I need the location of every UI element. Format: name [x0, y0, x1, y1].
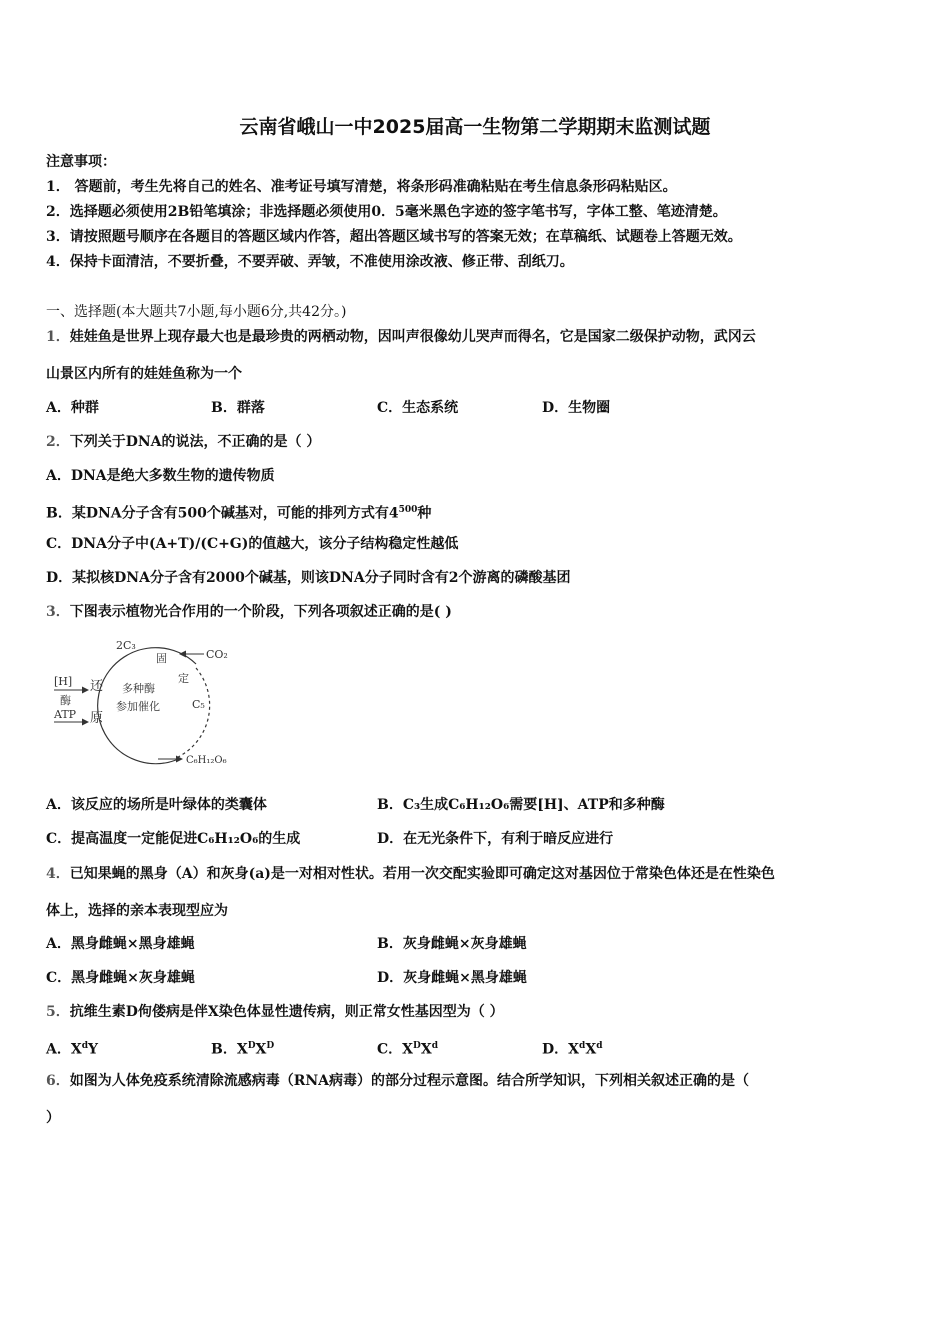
label-gu: 固	[156, 652, 167, 665]
label-co2: CO₂	[206, 648, 228, 661]
notice-item: 4．保持卡面清洁，不要折叠，不要弄破、弄皱，不准使用涂改液、修正带、刮纸刀。	[46, 254, 574, 270]
question-number: 3．	[46, 604, 70, 620]
q2-option-d: D．某拟核DNA分子含有2000个碱基，则该DNA分子同时含有2个游离的磷酸基团	[46, 570, 571, 586]
q5-option-d: D．$X^dX^d$	[542, 1041, 603, 1058]
question-4-text: 4．已知果蝇的黑身（A）和灰身(a)是一对相对性状。若用一次交配实验即可确定这对基因位于常染色体还是在性染色	[46, 866, 775, 882]
q4-option-d: D．灰身雌蝇×黑身雄蝇	[377, 970, 527, 986]
q2-option-a: A．DNA是绝大多数生物的遗传物质	[46, 468, 275, 484]
q5-option-a: A．$X^dY$	[46, 1041, 99, 1058]
q4-option-a: A．黑身雌蝇×黑身雄蝇	[46, 936, 195, 952]
question-1-text: 1．娃娃鱼是世界上现存最大也是最珍贵的两栖动物，因叫声很像幼儿哭声而得名，它是国家二级保护动物，武冈云	[46, 329, 756, 345]
q4-option-c: C．黑身雌蝇×灰身雄蝇	[46, 970, 195, 986]
q4-option-b: B．灰身雌蝇×灰身雄蝇	[377, 936, 527, 952]
question-6-text: 6．如图为人体免疫系统清除流感病毒（RNA病毒）的部分过程示意图。结合所学知识，下列相关叙述正确的是（	[46, 1073, 750, 1089]
label-glucose: C₆H₁₂O₆	[186, 755, 227, 766]
label-center-2: 参加催化	[116, 700, 160, 713]
label-yuan: 原	[90, 711, 104, 726]
calvin-cycle-diagram	[48, 632, 248, 774]
question-2-text: 2．下列关于DNA的说法，不正确的是（ ）	[46, 434, 321, 450]
question-number: 4．	[46, 866, 70, 882]
q3-option-b: B．C₃生成C₆H₁₂O₆需要[H]、ATP和多种酶	[377, 797, 665, 813]
label-mei: 酶	[60, 694, 71, 707]
question-number: 6．	[46, 1073, 70, 1089]
q1-option-a: A．种群	[46, 400, 99, 416]
q2-option-c: C．DNA分子中(A+T)/(C+G)的值越大，该分子结构稳定性越低	[46, 536, 459, 552]
notice-item: 1． 答题前，考生先将自己的姓名、准考证号填写清楚，将条形码准确粘贴在考生信息条形码粘贴区。	[46, 179, 677, 195]
q3-option-d: D．在无光条件下，有利于暗反应进行	[377, 831, 614, 847]
notice-item: 3．请按照题号顺序在各题目的答题区域内作答，超出答题区域书写的答案无效；在草稿纸、试题卷上答题无效。	[46, 229, 742, 245]
q5-option-b: B．$X^DX^D$	[211, 1041, 275, 1058]
label-ding: 定	[178, 672, 189, 685]
label-huan: 还	[90, 679, 104, 694]
q5-option-c: C．$X^DX^d$	[377, 1041, 439, 1058]
q1-option-b: B．群落	[211, 400, 265, 416]
question-6-text-cont: ）	[46, 1110, 60, 1126]
question-5-text: 5．抗维生素D佝偻病是伴X染色体显性遗传病，则正常女性基因型为（ ）	[46, 1004, 504, 1020]
notice-heading: 注意事项：	[46, 154, 116, 170]
label-2c3: 2C₃	[116, 639, 136, 652]
q1-option-c: C．生态系统	[377, 400, 459, 416]
question-number: 2．	[46, 434, 70, 450]
q2-option-b: B．某DNA分子含有500个碱基对，可能的排列方式有$4^{500}$种	[46, 505, 432, 522]
q3-option-c: C．提高温度一定能促进C₆H₁₂O₆的生成	[46, 831, 301, 847]
page-title: 云南省峨山一中2025届高一生物第二学期期末监测试题	[239, 116, 711, 138]
notice-item: 2．选择题必须使用2B铅笔填涂；非选择题必须使用0．5毫米黑色字迹的签字笔书写，字体工整、笔迹清楚。	[46, 204, 727, 220]
q1-option-d: D．生物圈	[542, 400, 611, 416]
question-number: 1．	[46, 329, 70, 345]
q3-option-a: A．该反应的场所是叶绿体的类囊体	[46, 797, 267, 813]
label-atp: ATP	[54, 708, 77, 721]
label-h: [H]	[54, 675, 73, 688]
label-c5: C₅	[192, 698, 205, 711]
label-center-1: 多种酶	[122, 682, 155, 695]
question-1-text-cont: 山景区内所有的娃娃鱼称为一个	[46, 366, 242, 382]
question-4-text-cont: 体上，选择的亲本表现型应为	[46, 903, 228, 919]
question-number: 5．	[46, 1004, 70, 1020]
question-3-text: 3．下图表示植物光合作用的一个阶段，下列各项叙述正确的是( )	[46, 604, 452, 620]
section-heading: 一、选择题(本大题共7小题,每小题6分,共42分。)	[46, 304, 347, 320]
